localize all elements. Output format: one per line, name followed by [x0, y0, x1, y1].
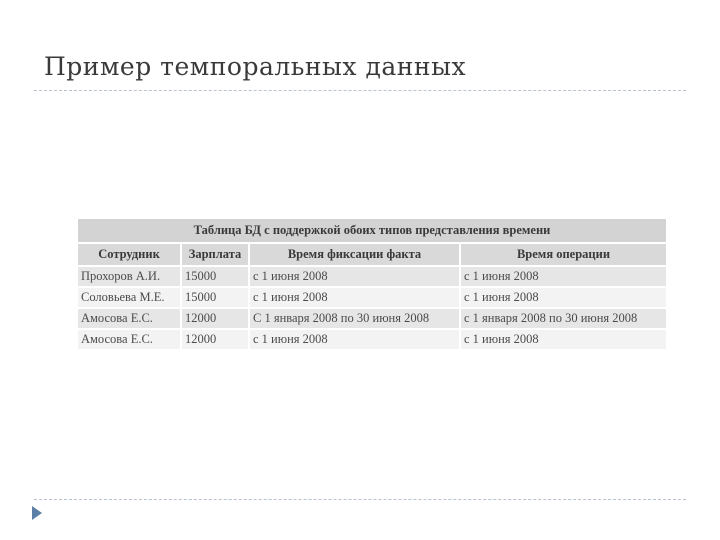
cell-transaction-time: с 1 июня 2008: [460, 287, 666, 308]
play-triangle-icon[interactable]: [32, 506, 42, 520]
cell-salary: 15000: [181, 287, 249, 308]
cell-valid-time: с 1 июня 2008: [249, 287, 460, 308]
temporal-data-table: [78, 219, 666, 349]
table-row: [78, 308, 666, 329]
table-row: [78, 329, 666, 349]
cell-valid-time: С 1 января 2008 по 30 июня 2008: [249, 308, 460, 329]
column-header-employee: Сотрудник: [78, 243, 181, 266]
cell-transaction-time: с 1 января 2008 по 30 июня 2008: [460, 308, 666, 329]
title-divider: [34, 90, 686, 91]
cell-employee: Амосова Е.С.: [78, 329, 181, 349]
cell-employee: Соловьева М.Е.: [78, 287, 181, 308]
footer-divider: [34, 499, 686, 500]
cell-salary: 12000: [181, 329, 249, 349]
cell-transaction-time: с 1 июня 2008: [460, 329, 666, 349]
column-header-valid-time: Время фиксации факта: [249, 243, 460, 266]
cell-employee: Прохоров А.И.: [78, 266, 181, 287]
column-header-salary: Зарплата: [181, 243, 249, 266]
column-header-transaction-time: Время операции: [460, 243, 666, 266]
cell-salary: 12000: [181, 308, 249, 329]
slide-title: Пример темпоральных данных: [44, 52, 467, 81]
cell-employee: Амосова Е.С.: [78, 308, 181, 329]
cell-salary: 15000: [181, 266, 249, 287]
table-row: [78, 266, 666, 287]
table-caption: Таблица БД с поддержкой обоих типов представления времени: [78, 219, 666, 243]
table-row: [78, 287, 666, 308]
cell-valid-time: с 1 июня 2008: [249, 329, 460, 349]
cell-valid-time: с 1 июня 2008: [249, 266, 460, 287]
cell-transaction-time: с 1 июня 2008: [460, 266, 666, 287]
